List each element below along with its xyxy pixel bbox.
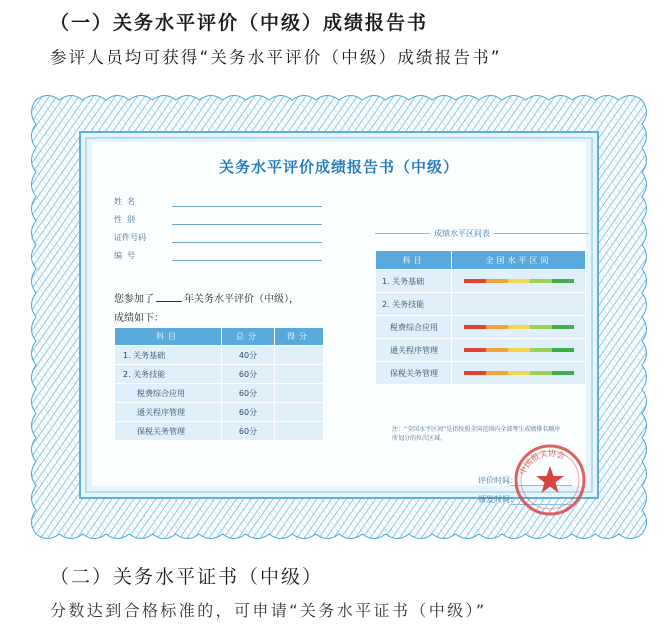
table-row (376, 316, 586, 339)
issue-date-label: 颁发时间： (478, 495, 518, 504)
eval-date-label: 评价时间： (478, 476, 518, 485)
table-row (115, 403, 324, 422)
score-header-got: 得分 (275, 328, 324, 346)
intro-after: 年关务水平评价（中级）， (184, 294, 299, 305)
table-row (376, 270, 586, 293)
score-total: 60分 (222, 384, 275, 403)
level-bar (464, 279, 574, 283)
certificate-image (30, 92, 648, 542)
intro-line2: 成绩如下： (114, 313, 164, 324)
range-subject: 保税关务管理 (376, 362, 452, 385)
range-subject: 税费综合应用 (376, 316, 452, 339)
range-header-subject: 科目 (376, 251, 452, 270)
score-subject: 通关程序管理 (115, 403, 222, 422)
range-table (375, 250, 586, 385)
range-header-level: 全国水平区间 (452, 251, 586, 270)
field-number-label: 编号 (114, 251, 140, 260)
field-gender-line (172, 224, 322, 225)
level-bar (464, 371, 574, 375)
field-gender-label: 性别 (114, 215, 140, 224)
range-note: 注：“全国水平区间”是指按照全国范围内全部考生成绩排名顺序所划分的位次区域。 (392, 426, 561, 442)
score-got (275, 422, 324, 441)
official-seal (512, 442, 588, 518)
level-bar (464, 348, 574, 352)
score-subject: 2. 关务技能 (115, 365, 222, 384)
range-subject: 通关程序管理 (376, 339, 452, 362)
score-header-subject: 科目 (115, 328, 222, 346)
score-total: 60分 (222, 365, 275, 384)
field-number-line (172, 260, 322, 261)
range-subject: 2. 关务技能 (376, 293, 452, 316)
range-subject: 1. 关务基础 (376, 270, 452, 293)
intro-before: 您参加了 (114, 294, 154, 305)
score-total: 60分 (222, 422, 275, 441)
intro-text (114, 290, 299, 305)
section-heading-2: （二）关务水平证书（中级） (50, 566, 324, 588)
score-total: 60分 (222, 403, 275, 422)
score-got (275, 346, 324, 365)
range-title: 成绩水平区间表 (392, 228, 494, 239)
section-paragraph-1: 参评人员均可获得“关务水平评价（中级）成绩报告书” (50, 48, 502, 67)
score-table (114, 327, 324, 441)
score-subject: 1. 关务基础 (115, 346, 222, 365)
level-bar-cell (452, 362, 586, 385)
score-got (275, 365, 324, 384)
field-name-line (172, 206, 322, 207)
field-name-label: 姓名 (114, 197, 140, 206)
level-bar-cell (452, 339, 586, 362)
score-got (275, 384, 324, 403)
svg-text:中国报关协会: 中国报关协会 (518, 448, 567, 477)
table-row (376, 362, 586, 385)
score-total: 40分 (222, 346, 275, 365)
year-blank (156, 292, 182, 302)
score-header-total: 总分 (222, 328, 275, 346)
certificate-body (92, 142, 586, 504)
level-bar-cell (452, 293, 586, 316)
level-bar (464, 325, 574, 329)
table-row (376, 339, 586, 362)
field-id-label: 证件号码 (114, 233, 146, 242)
table-row (115, 422, 324, 441)
section-heading-1: （一）关务水平评价（中级）成绩报告书 (50, 12, 429, 34)
score-got (275, 403, 324, 422)
score-subject: 保税关务管理 (115, 422, 222, 441)
field-id-line (172, 242, 322, 243)
level-bar-cell (452, 316, 586, 339)
section-paragraph-2: 分数达到合格标准的，可申请“关务水平证书（中级）” (50, 601, 487, 620)
table-row (115, 346, 324, 365)
certificate-title: 关务水平评价成绩报告书（中级） (218, 158, 459, 176)
score-subject: 税费综合应用 (115, 384, 222, 403)
level-bar-cell (452, 270, 586, 293)
table-row (376, 293, 586, 316)
table-row (115, 384, 324, 403)
table-row (115, 365, 324, 384)
